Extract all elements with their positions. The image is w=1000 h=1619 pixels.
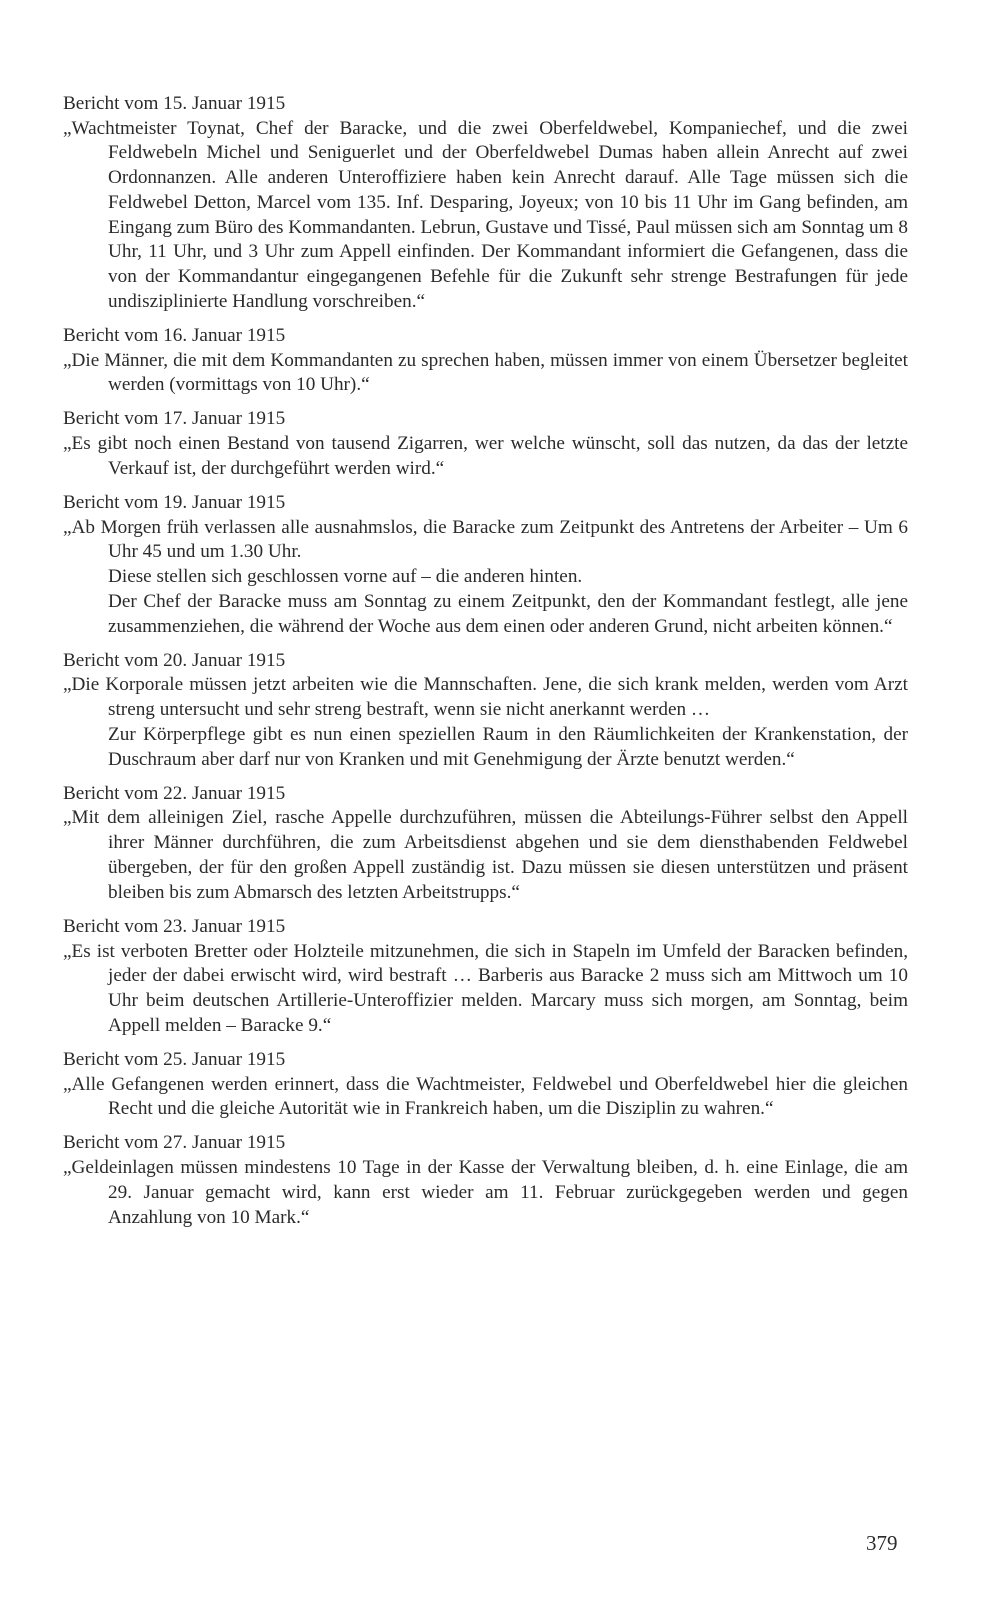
report-entry — [63, 649, 908, 773]
report-heading: Bericht vom 20. Januar 1915 — [63, 649, 286, 671]
page-number: 379 — [866, 1531, 898, 1555]
report-entry — [63, 782, 908, 906]
report-text: „Es gibt noch einen Bestand von tausend Zigarren, wer welche wünscht, soll das nutzen, da das der letzte Verkauf ist, der durchgeführt werden wird.“ — [63, 433, 908, 479]
report-heading: Bericht vom 15. Januar 1915 — [63, 93, 286, 114]
report-entry — [63, 1131, 908, 1230]
report-text: „Ab Morgen früh verlassen alle ausnahmslos, die Baracke zum Zeitpunkt des Antretens der Arbeiter – Um 6 Uhr 45 und um 1.30 Uhr. — [63, 516, 908, 563]
report-heading: Bericht vom 22. Januar 1915 — [63, 782, 286, 804]
report-text: „Die Männer, die mit dem Kommandanten zu sprechen haben, müssen immer von einem Übersetzer begleitet werden (vormittags von 10 Uhr).“ — [63, 349, 908, 396]
report-entry — [63, 491, 908, 639]
report-entry — [63, 92, 908, 314]
report-text: „Alle Gefangenen werden erinnert, dass die Wachtmeister, Feldwebel und Oberfeldwebel hier die gleichen Recht und die gleiche Autorität wie in Frankreich haben, um die Disziplin zu wahren.“ — [63, 1073, 908, 1120]
report-text-continuation: Diese stellen sich geschlossen vorne auf – die anderen hinten. — [108, 566, 583, 588]
page-body — [63, 92, 908, 1240]
report-heading: Bericht vom 17. Januar 1915 — [63, 408, 286, 430]
report-heading: Bericht vom 16. Januar 1915 — [63, 324, 286, 346]
report-text-continuation: Zur Körperpflege gibt es nun einen speziellen Raum in den Räumlichkeiten der Krankenstation, der Duschraum aber darf nur von Kranken und mit Genehmigung der Ärzte benutzt werden.“ — [108, 723, 908, 770]
report-text: „Geldeinlagen müssen mindestens 10 Tage in der Kasse der Verwaltung bleiben, d. h. eine Einlage, die am 29. Januar gemacht wird, kann erst wieder am 11. Februar zurückgegeben werden und gegen Anzahlung von 10 Mark.“ — [63, 1157, 908, 1228]
report-heading: Bericht vom 27. Januar 1915 — [63, 1132, 286, 1154]
report-heading: Bericht vom 25. Januar 1915 — [63, 1048, 286, 1070]
report-heading: Bericht vom 19. Januar 1915 — [63, 492, 286, 514]
report-text: „Wachtmeister Toynat, Chef der Baracke, und die zwei Oberfeldwebel, Kompaniechef, und die zwei Feldwebeln Michel und Seniguerlet und der Oberfeldwebel Dumas haben allein Anrecht auf zwei Ordonnanzen. Alle anderen Unteroffiziere haben kein Anrecht darauf. Alle Tage müssen sich die Feldwebel Detton, Marcel vom 135. Inf. Desparing, Joyeux; von 10 bis 11 Uhr im Gang befinden, am Eingang zum Büro des Kommandanten. Lebrun, Gustave und Tissé, Paul müssen sich am Sonntag um 8 Uhr, 11 Uhr, und 3 Uhr zum Appell einfinden. Der Kommandant informiert die Gefangenen, dass die von der Kommandantur eingegangenen Befehle für die Zukunft sehr strenge Bestrafungen für jede undisziplinierte Handlung vorschreiben.“ — [63, 117, 908, 312]
report-entry — [63, 915, 908, 1039]
report-text: „Mit dem alleinigen Ziel, rasche Appelle durchzuführen, müssen die Abteilungs-Führer selbst den Appell ihrer Männer durchführen, die zum Arbeitsdienst abgehen und sie dem diensthabenden Feldwebel übergeben, der für den großen Appell zuständig ist. Dazu müssen sie diesen unterstützen und präsent bleiben bis zum Abmarsch des letzten Arbeitstrupps.“ — [63, 807, 908, 903]
report-entry — [63, 324, 908, 398]
report-entry — [63, 407, 908, 481]
report-text: „Es ist verboten Bretter oder Holzteile mitzunehmen, die sich in Stapeln im Umfeld der Baracken befinden, jeder der dabei erwischt wird, wird bestraft … Barberis aus Baracke 2 muss sich am Mittwoch um 10 Uhr beim deutschen Artillerie-Unteroffizier melden. Marcary muss sich morgen, am Sonntag, beim Appell melden – Baracke 9.“ — [63, 940, 908, 1036]
report-text: „Die Korporale müssen jetzt arbeiten wie die Mannschaften. Jene, die sich krank melden, werden vom Arzt streng untersucht und sehr streng bestraft, wenn sie nicht anerkannt werden … — [63, 674, 908, 721]
report-heading: Bericht vom 23. Januar 1915 — [63, 915, 286, 937]
report-entry — [63, 1048, 908, 1122]
report-text-continuation: Der Chef der Baracke muss am Sonntag zu einem Zeitpunkt, den der Kommandant festlegt, alle jene zusammenziehen, die während der Woche aus dem einen oder anderen Grund, nicht arbeiten können.“ — [108, 590, 908, 637]
